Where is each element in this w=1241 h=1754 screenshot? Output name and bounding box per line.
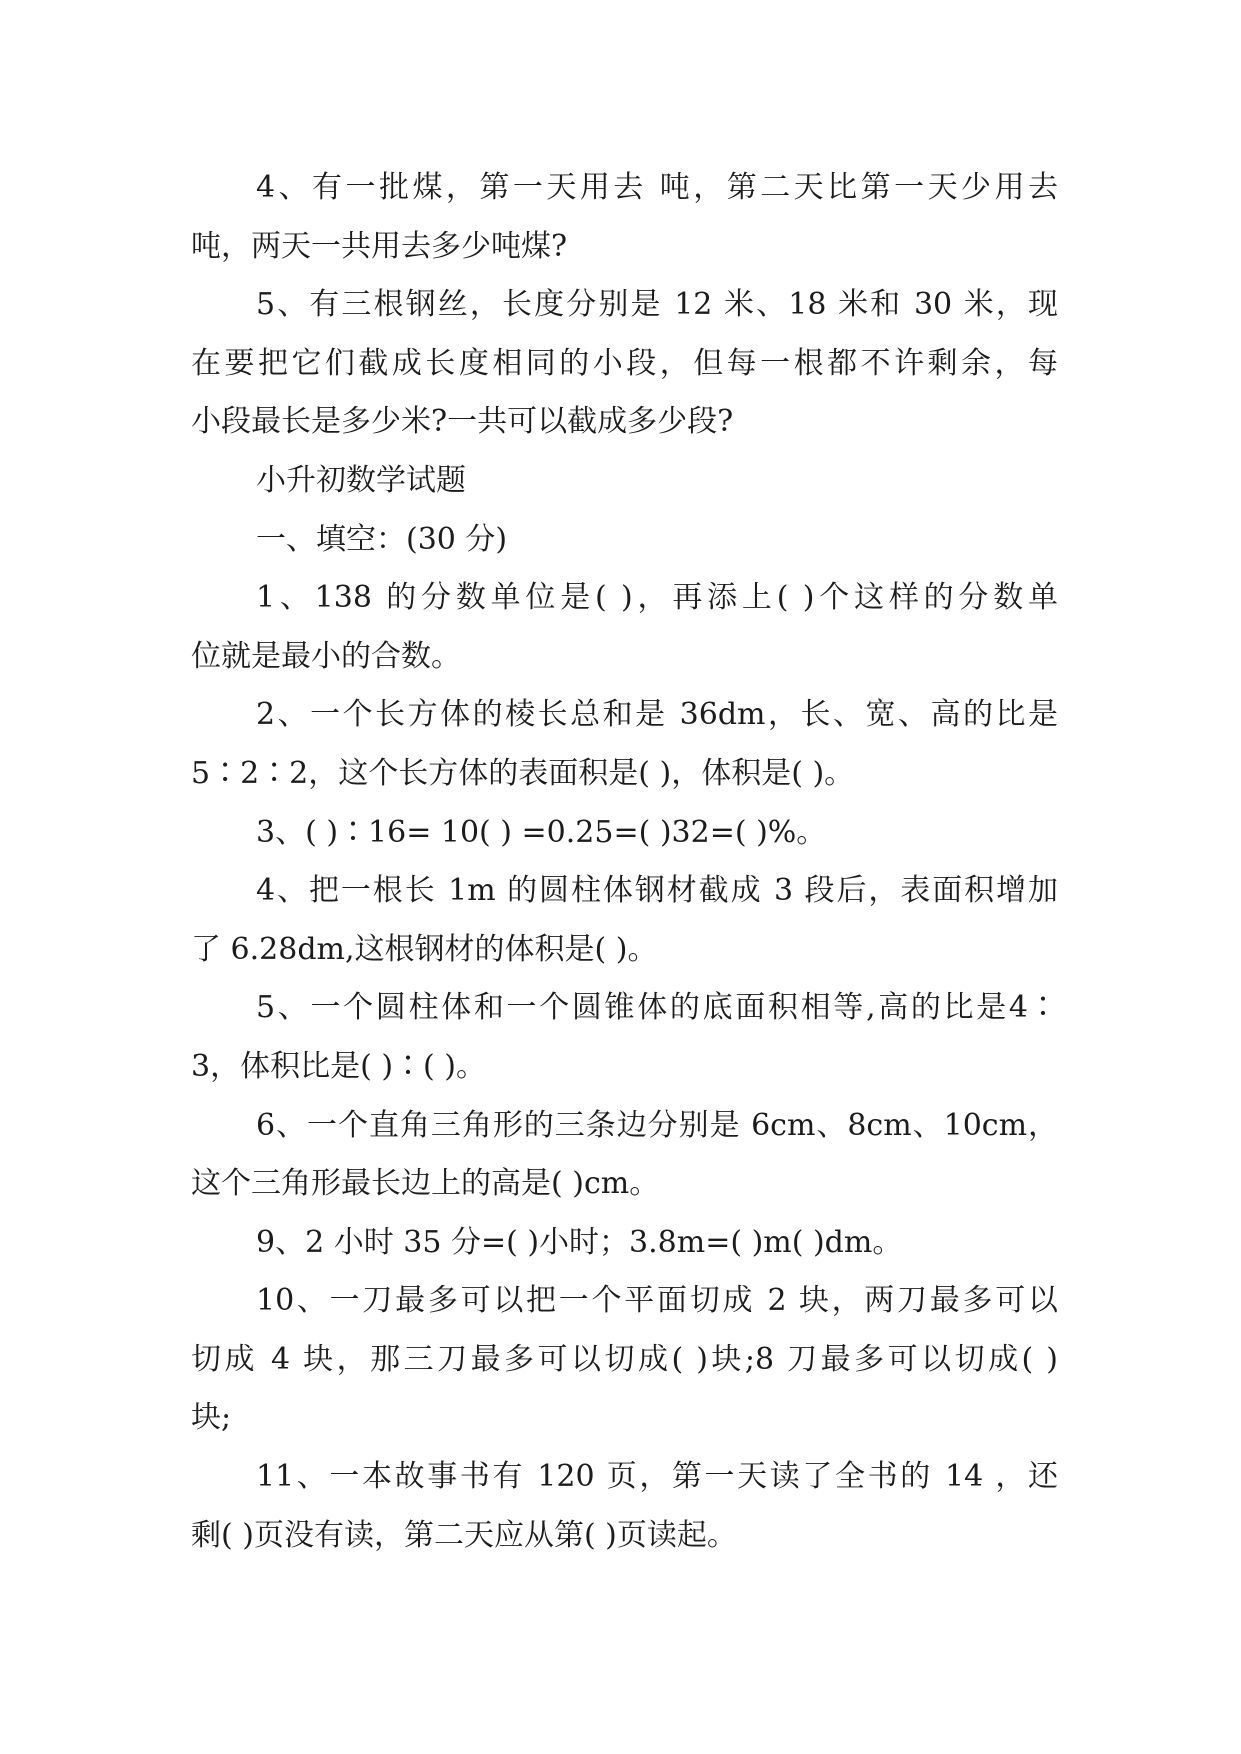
text-line: 10、一刀最多可以把一个平面切成 2 块，两刀最多可以: [256, 1283, 1058, 1319]
question-3: [191, 804, 1058, 863]
section-heading-fill-blank: [191, 511, 1058, 570]
question-10: [191, 1272, 1058, 1448]
text-line: 在要把它们截成长度相同的小段，但每一根都不许剩余，每: [191, 345, 1058, 381]
text-line: 了 6.28dm,这根钢材的体积是( )。: [191, 931, 658, 967]
question-5: [191, 979, 1058, 1096]
question-1: [191, 569, 1058, 686]
text-line: 剩( )页没有读，第二天应从第( )页读起。: [191, 1517, 737, 1553]
text-line: 小段最长是多少米?一共可以截成多少段?: [191, 404, 734, 440]
question-6: [191, 1097, 1058, 1214]
text-line: 4、有一批煤，第一天用去 吨，第二天比第一天少用去: [256, 170, 1058, 205]
text-line: 这个三角形最长边上的高是( )cm。: [191, 1166, 660, 1202]
section-title: 小升初数学试题: [256, 462, 466, 498]
text-line: 1、138 的分数单位是( )，再添上( )个这样的分数单: [256, 580, 1058, 616]
text-line: 2、一个长方体的棱长总和是 36dm，长、宽、高的比是: [256, 697, 1058, 733]
question-2: [191, 686, 1058, 803]
section-heading: 一、填空：(30 分): [256, 521, 508, 557]
text-line: 6、一个直角三角形的三条边分别是 6cm、8cm、10cm，: [256, 1107, 1058, 1143]
text-line: 5、有三根钢丝，长度分别是 12 米、18 米和 30 米，现: [256, 287, 1058, 323]
text-line: 5∶2∶2，这个长方体的表面积是( )，体积是( )。: [191, 755, 855, 791]
text-line: 3，体积比是( )∶( )。: [191, 1048, 486, 1084]
document-body: [191, 159, 1058, 1565]
text-line: 3、( )∶16= 10( ) =0.25=( )32=( )%。: [256, 814, 827, 850]
text-line: 位就是最小的合数。: [191, 638, 461, 674]
text-line: 块;: [191, 1400, 232, 1436]
text-line: 切成 4 块，那三刀最多可以切成( )块;8 刀最多可以切成( ): [191, 1341, 1058, 1377]
text-line: 5、一个圆柱体和一个圆锥体的底面积相等,高的比是4∶: [256, 990, 1058, 1026]
exam-title: [191, 452, 1058, 511]
text-line: 4、把一根长 1m 的圆柱体钢材截成 3 段后，表面积增加: [256, 873, 1058, 909]
question-11: [191, 1448, 1058, 1565]
text-line: 吨，两天一共用去多少吨煤?: [191, 228, 568, 264]
text-line: 9、2 小时 35 分=( )小时；3.8m=( )m( )dm。: [256, 1224, 903, 1260]
question-4: [191, 862, 1058, 979]
text-line: 11、一本故事书有 120 页，第一天读了全书的 14 ，还: [256, 1459, 1058, 1495]
question-coal: [191, 159, 1058, 276]
question-9: [191, 1214, 1058, 1273]
question-steel-wire: [191, 276, 1058, 452]
